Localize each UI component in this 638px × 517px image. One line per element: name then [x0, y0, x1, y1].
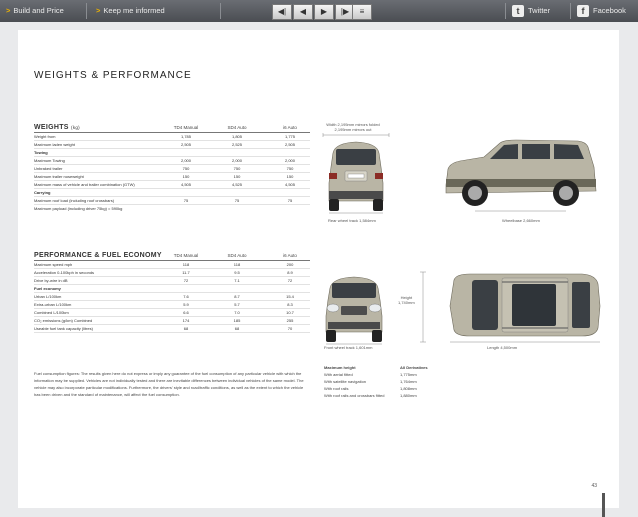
- height-label: Height 1,740mm: [398, 295, 415, 305]
- table-subheading: Towing: [34, 149, 310, 157]
- build-and-price-link[interactable]: > Build and Price: [6, 6, 64, 15]
- twitter-icon: t: [512, 5, 524, 17]
- front-track-label: Front wheel track 1,601mm: [324, 345, 373, 350]
- toolbar: [0, 0, 638, 22]
- column-header: SD4 Auto: [227, 253, 247, 258]
- table-row: Maximum trailer noseweight 150 150 150: [34, 173, 310, 181]
- table-row: Useable fuel tank capacity (litres) 68 68 70: [34, 325, 310, 333]
- toolbar-divider: [220, 3, 221, 19]
- list-item: With satellite navigation 1,764mm: [324, 379, 417, 384]
- performance-table: [34, 251, 310, 333]
- column-header: TD4 Manual: [173, 125, 199, 130]
- list-item: With roof rails 1,808mm: [324, 386, 417, 391]
- table-header: [34, 251, 310, 261]
- facebook-icon: f: [577, 5, 589, 17]
- column-header: i6 Auto: [283, 253, 297, 258]
- table-subheading: Fuel economy: [34, 285, 310, 293]
- weights-heading: WEIGHTS: [34, 124, 69, 131]
- first-page-icon: ◀|: [277, 7, 287, 16]
- toolbar-divider: [570, 3, 571, 19]
- table-row: Extra-urban L/100km 5.9 5.7 8.3: [34, 301, 310, 309]
- column-header: TD4 Manual: [173, 253, 199, 258]
- car-rear-view-image: [321, 133, 391, 215]
- length-label: Length 4,500mm: [487, 345, 518, 350]
- menu-button[interactable]: [352, 4, 372, 20]
- column-header: SD4 Auto: [227, 125, 247, 130]
- first-page-button[interactable]: [272, 4, 292, 20]
- list-item: With aerial fitted 1,775mm: [324, 372, 417, 377]
- table-row: Maximum speed mph 118 118 200: [34, 261, 310, 269]
- next-page-button[interactable]: [314, 4, 334, 20]
- previous-page-icon: ◀: [299, 7, 307, 16]
- arrow-right-icon: >: [6, 6, 11, 15]
- arrow-right-icon: >: [96, 6, 101, 15]
- table-row: Weight from 1,785 1,805 1,775: [34, 133, 310, 141]
- table-row: Maximum Towing 2,000 2,000 2,000: [34, 157, 310, 165]
- car-front-view-image: [318, 270, 390, 345]
- table-row: Acceleration 0-100kph in seconds 11.7 9.5 8.9: [34, 269, 310, 277]
- table-row: Maximum roof load (including roof crossbars) 75 75 75: [34, 197, 310, 205]
- brochure-page: [18, 30, 619, 508]
- menu-icon: ≡: [359, 7, 365, 16]
- all-derivatives-heading: All Derivatives: [400, 365, 428, 370]
- column-header: i6 Auto: [283, 125, 297, 130]
- page-edge-marker: [602, 493, 605, 517]
- rear-track-label: Rear wheel track 1,584mm: [328, 218, 376, 223]
- fuel-consumption-footnote: Fuel consumption figures: The results given here do not express or imply any guarantee of the fuel consumption of any particular vehicle with which the information may be supplied. Vehicles are not individually tested and there are inevitable differences between individual vehicles of the same model. The vehicle may also incorporate particular modifications. Furthermore, the drivers' style and road/traffic conditions, as well as the extent to which the vehicle has been driven and the standard of maintenance, will affect the fuel consumption.: [34, 371, 304, 397]
- table-row: Maximum mass of vehicle and trailer combination (GTW) 4,505 4,525 4,505: [34, 181, 310, 189]
- toolbar-divider: [86, 3, 87, 19]
- table-row: CO₂ emissions (g/km) Combined 174 185 255: [34, 317, 310, 325]
- weights-unit: (kg): [71, 125, 80, 130]
- wheelbase-label: Wheelbase 2,660mm: [502, 218, 540, 223]
- max-height-list: [324, 371, 484, 399]
- width-dimension-label: Width 2,195mm mirrors folded 2,195mm mirrors out: [326, 122, 380, 132]
- table-row: Urban L/100km 7.6 8.7 15.4: [34, 293, 310, 301]
- table-row: Unbraked trailer 750 750 750: [34, 165, 310, 173]
- toolbar-divider: [505, 3, 506, 19]
- weights-table: [34, 123, 310, 212]
- next-page-icon: ▶: [320, 7, 328, 16]
- table-row: Combined L/100km 6.6 7.0 10.7: [34, 309, 310, 317]
- previous-page-button[interactable]: [293, 4, 313, 20]
- facebook-link[interactable]: f Facebook: [577, 0, 626, 22]
- table-row: Drive by-wire in dB 72 7.1 72: [34, 277, 310, 285]
- page-number: 43: [591, 483, 597, 489]
- table-row: Maximum laden weight 2,505 2,525 2,505: [34, 141, 310, 149]
- page-title: WEIGHTS & PERFORMANCE: [34, 70, 192, 81]
- table-subheading: Carrying: [34, 189, 310, 197]
- list-item: With roof rails and crossbars fitted 1,880mm: [324, 393, 417, 398]
- height-indicator: [420, 270, 426, 345]
- table-header: [34, 123, 310, 133]
- payload-note: Maximum payload (including driver 75kg) = 590kg: [34, 206, 123, 211]
- max-height-heading: Maximum height: [324, 365, 356, 370]
- car-top-view-image: [440, 270, 605, 345]
- performance-heading: PERFORMANCE & FUEL ECONOMY: [34, 252, 162, 259]
- twitter-link[interactable]: t Twitter: [512, 0, 550, 22]
- car-side-view-image: [438, 133, 603, 215]
- keep-me-informed-link[interactable]: > Keep me informed: [96, 6, 165, 15]
- last-page-icon: |▶: [340, 7, 350, 16]
